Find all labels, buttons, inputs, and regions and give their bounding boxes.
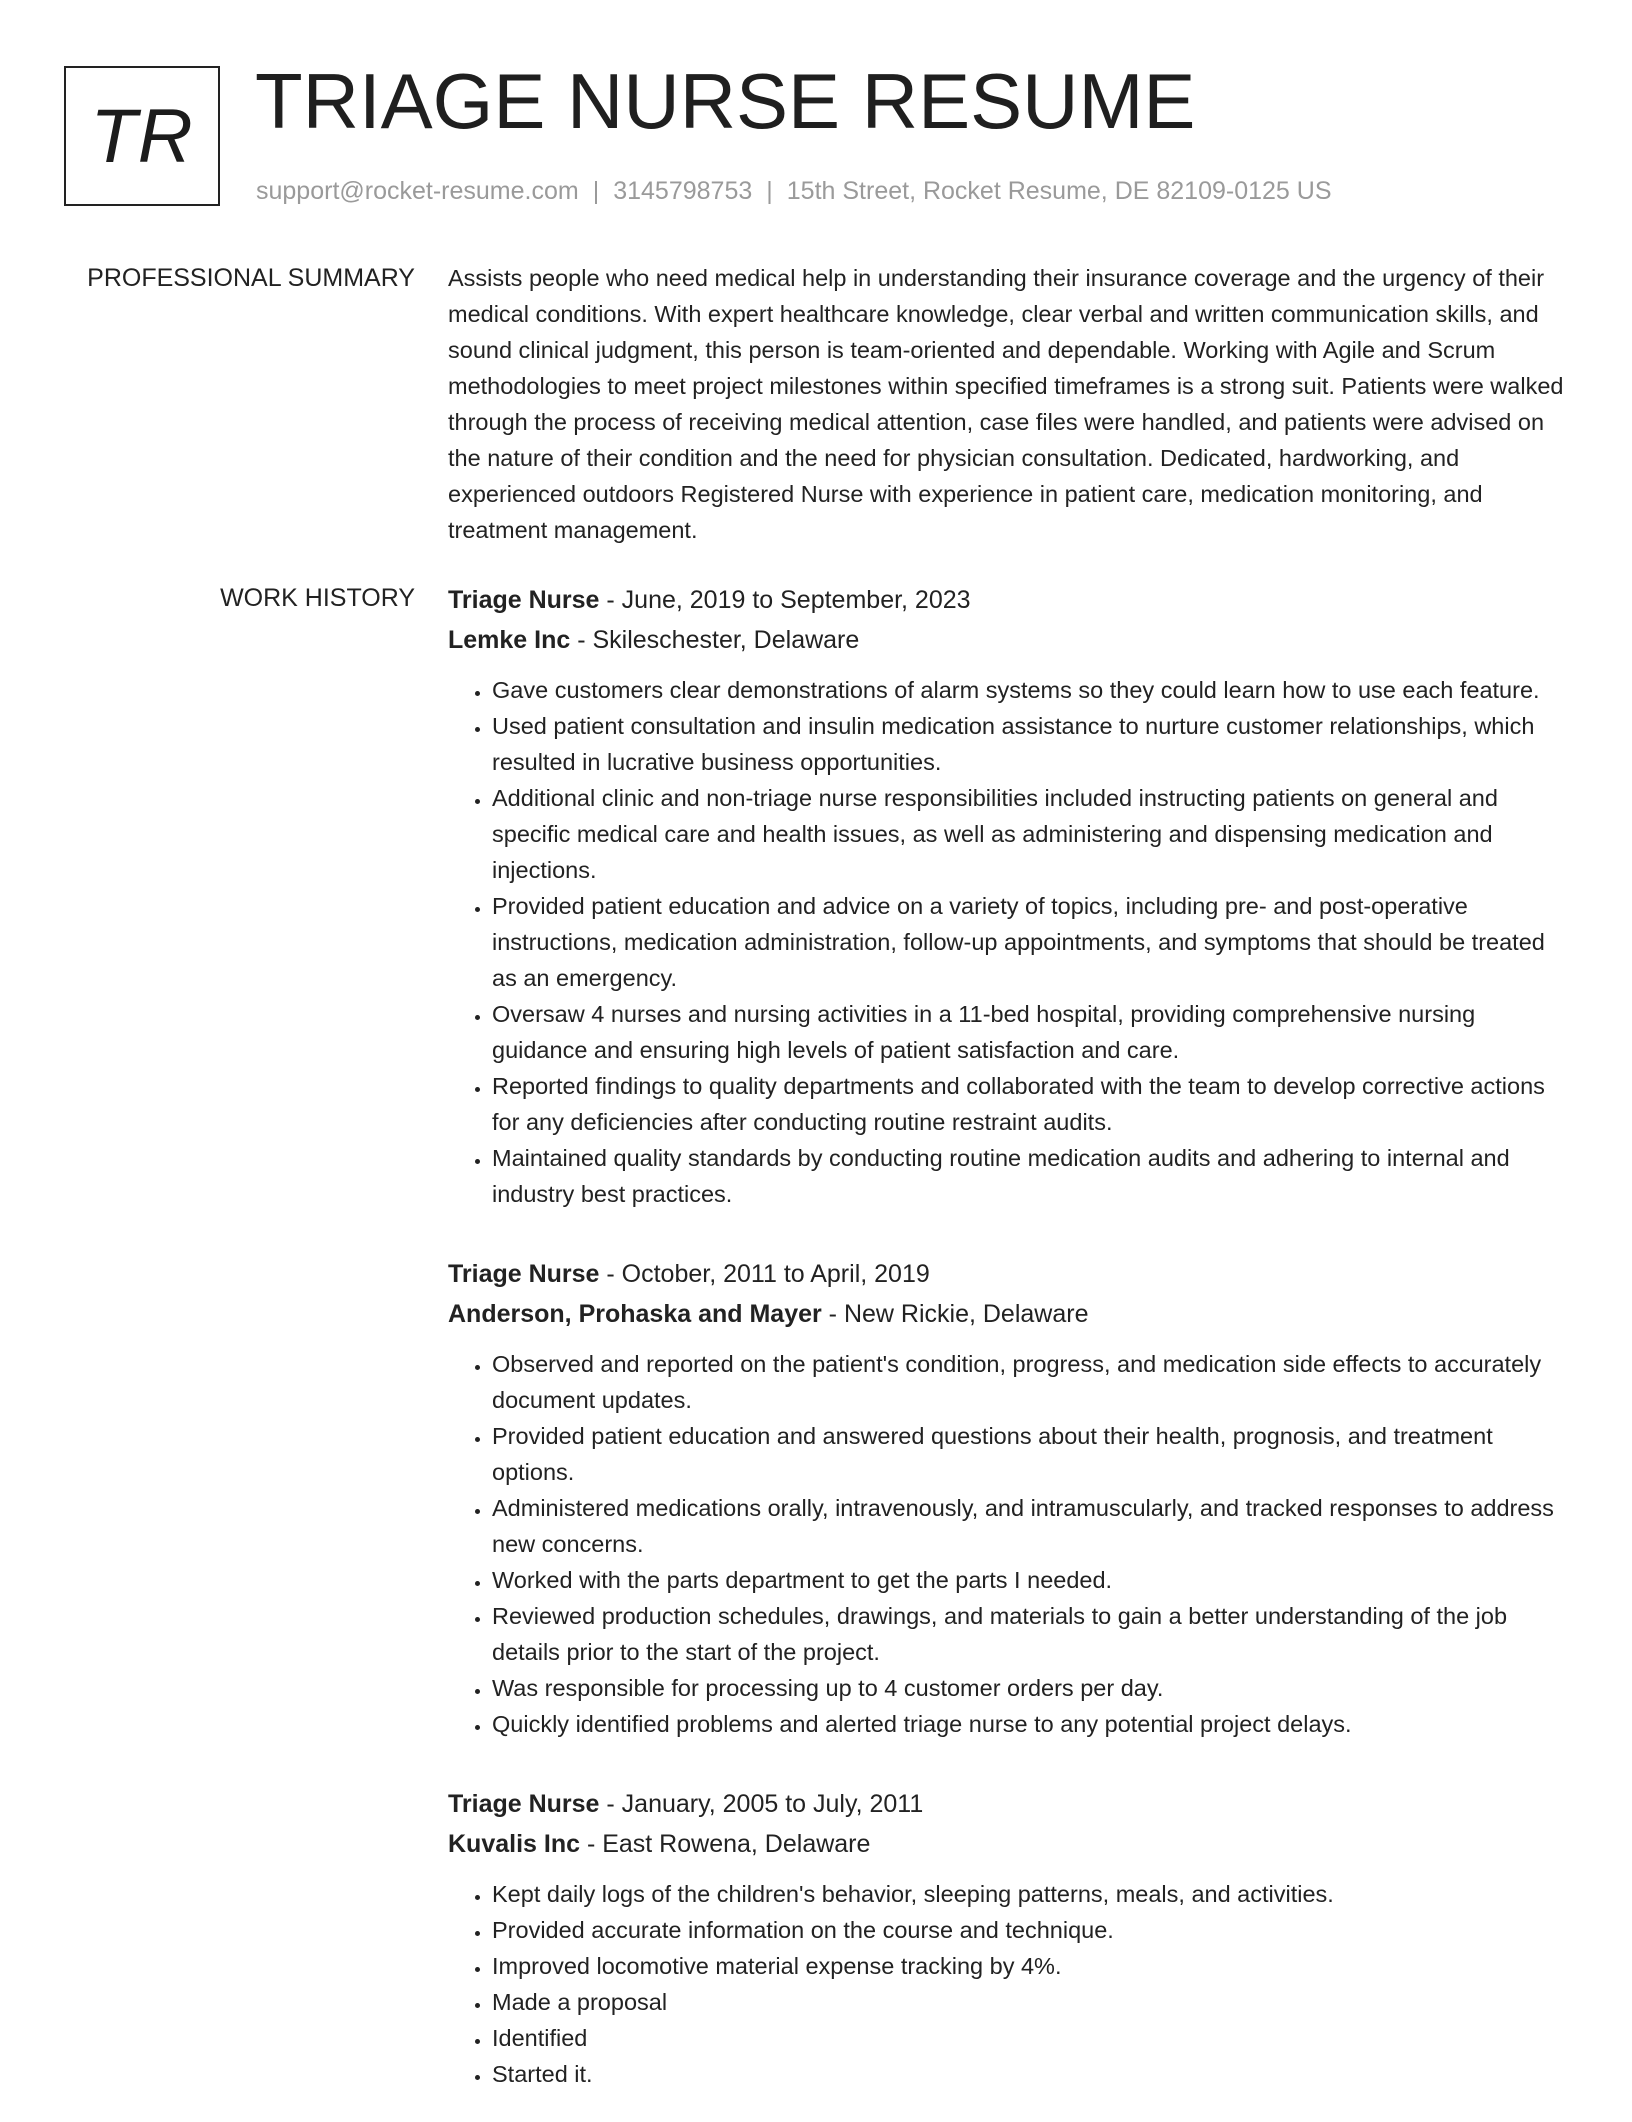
job-location: - New Rickie, Delaware xyxy=(821,1300,1089,1328)
job-bullet: • Identified xyxy=(492,2020,1568,2056)
monogram-initials: TR xyxy=(90,93,194,179)
job-location: - East Rowena, Delaware xyxy=(580,1830,871,1858)
job-entry xyxy=(448,1784,1568,2092)
job-title-line xyxy=(448,1254,1568,1294)
contact-email: support@rocket-resume.com xyxy=(256,177,579,205)
job-location: - Skileschester, Delaware xyxy=(570,626,860,654)
monogram-box xyxy=(64,66,220,206)
job-company-line xyxy=(448,1294,1568,1334)
job-bullet: • Gave customers clear demonstrations of alarm systems so they could learn how to use each feature. xyxy=(492,672,1568,708)
job-bullet: • Provided accurate information on the course and technique. xyxy=(492,1912,1568,1948)
resume-title: TRIAGE NURSE RESUME xyxy=(255,57,1196,145)
job-dates: - October, 2011 to April, 2019 xyxy=(599,1260,930,1288)
job-bullet: • Quickly identified problems and alerted triage nurse to any potential project delays. xyxy=(492,1706,1568,1742)
job-bullet: • Reviewed production schedules, drawings, and materials to gain a better understanding of the job details prior to the start of the project. xyxy=(492,1598,1568,1670)
job-bullets xyxy=(448,1876,1568,2092)
job-bullets xyxy=(448,1346,1568,1742)
job-company-line xyxy=(448,620,1568,660)
job-bullet: • Observed and reported on the patient's condition, progress, and medication side effects to accurately document updates. xyxy=(492,1346,1568,1418)
job-bullet: • Worked with the parts department to get the parts I needed. xyxy=(492,1562,1568,1598)
contact-address: 15th Street, Rocket Resume, DE 82109-0125 US xyxy=(786,177,1332,205)
job-bullet: • Provided patient education and advice on a variety of topics, including pre- and post-operative instructions, medication administration, follow-up appointments, and symptoms that should be treated as an emergency. xyxy=(492,888,1568,996)
job-bullet: • Additional clinic and non-triage nurse responsibilities included instructing patients on general and specific medical care and health issues, as well as administering and dispensing medication and injections. xyxy=(492,780,1568,888)
job-title-line xyxy=(448,1784,1568,1824)
job-bullet: • Oversaw 4 nurses and nursing activities in a 11-bed hospital, providing comprehensive nursing guidance and ensuring high levels of patient satisfaction and care. xyxy=(492,996,1568,1068)
job-company: Kuvalis Inc xyxy=(448,1830,580,1858)
job-bullet: • Made a proposal xyxy=(492,1984,1568,2020)
contact-line xyxy=(256,174,1332,208)
job-bullet: • Administered medications orally, intravenously, and intramuscularly, and tracked responses to address new concerns. xyxy=(492,1490,1568,1562)
job-title-line xyxy=(448,580,1568,620)
job-bullet: • Provided patient education and answered questions about their health, prognosis, and treatment options. xyxy=(492,1418,1568,1490)
job-bullet: • Maintained quality standards by conducting routine medication audits and adhering to internal and industry best practices. xyxy=(492,1140,1568,1212)
summary-body xyxy=(448,260,1568,548)
job-bullet: • Improved locomotive material expense tracking by 4%. xyxy=(492,1948,1568,1984)
work-history-body xyxy=(448,580,1568,2122)
contact-separator: | xyxy=(592,177,600,205)
job-bullet: • Started it. xyxy=(492,2056,1568,2092)
job-role: Triage Nurse xyxy=(448,1260,600,1288)
job-entry xyxy=(448,580,1568,1212)
job-role: Triage Nurse xyxy=(448,586,600,614)
job-entry xyxy=(448,1254,1568,1742)
contact-separator: | xyxy=(766,177,773,205)
job-bullet: • Was responsible for processing up to 4 customer orders per day. xyxy=(492,1670,1568,1706)
job-bullet: • Reported findings to quality departments and collaborated with the team to develop corrective actions for any deficiencies after conducting routine restraint audits. xyxy=(492,1068,1568,1140)
contact-phone: 3145798753 xyxy=(613,177,753,205)
job-bullet: • Used patient consultation and insulin medication assistance to nurture customer relationships, which resulted in lucrative business opportunities. xyxy=(492,708,1568,780)
section-title-work-history: WORK HISTORY xyxy=(220,584,415,612)
job-company: Lemke Inc xyxy=(448,626,571,654)
section-title-summary: PROFESSIONAL SUMMARY xyxy=(87,264,415,292)
job-dates: - January, 2005 to July, 2011 xyxy=(599,1790,924,1818)
job-bullet: • Kept daily logs of the children's behavior, sleeping patterns, meals, and activities. xyxy=(492,1876,1568,1912)
job-company: Anderson, Prohaska and Mayer xyxy=(448,1300,822,1328)
summary-text: Assists people who need medical help in understanding their insurance coverage and the urgency of their medical conditions. With expert healthcare knowledge, clear verbal and written communication skills, and sound clinical judgment, this person is team-oriented and dependable. Working with Agile and Scrum methodologies to meet project milestones within specified timeframes is a strong suit. Patients were walked through the process of receiving medical attention, case files were handled, and patients were advised on the nature of their condition and the need for physician consultation. Dedicated, hardworking, and experienced outdoors Registered Nurse with experience in patient care, medication monitoring, and treatment management. xyxy=(448,265,1564,543)
job-role: Triage Nurse xyxy=(448,1790,600,1818)
job-dates: - June, 2019 to September, 2023 xyxy=(599,586,971,614)
job-company-line xyxy=(448,1824,1568,1864)
job-bullets xyxy=(448,672,1568,1212)
